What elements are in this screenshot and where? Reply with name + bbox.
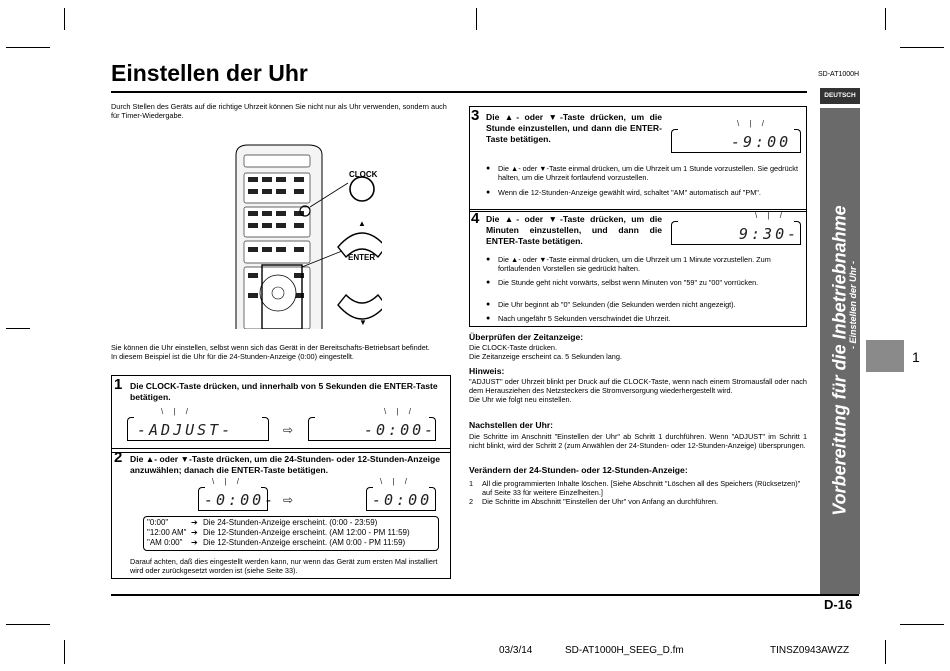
step-2-note: Darauf achten, daß dies eingestellt werden kann, nur wenn das Gerät zum ersten Mal installiert wird oder zurückgesetzt worden ist (siehe Seite 33).: [130, 557, 438, 575]
mode-option-row: "AM 0:00" ➔ Die 12-Stunden-Anzeige erscheint. (AM 0:00 - PM 11:59): [147, 538, 406, 547]
change-item: 2 Die Schritte im Abschnitt "Einstellen der Uhr" von Anfang an durchführen.: [469, 497, 718, 506]
blink-marks: \ | /: [755, 211, 786, 220]
crop-mark: [900, 47, 944, 48]
language-tab: DEUTSCH: [820, 88, 860, 104]
lcd-minute: [671, 211, 801, 245]
arrow-right-icon: ⇨: [283, 423, 294, 437]
step-1-number: 1: [114, 376, 123, 393]
check-text: Die CLOCK-Taste drücken. Die Zeitanzeige erscheint ca. 5 Sekunden lang.: [469, 343, 622, 361]
crop-mark: [6, 624, 50, 625]
header-rule: [111, 91, 807, 93]
blink-marks: \ | /: [380, 477, 411, 486]
lcd-segment-text: -0:00-: [204, 491, 277, 509]
lcd-segment-text: -0:00-: [364, 421, 437, 439]
arrow-icon: ➔: [191, 538, 198, 547]
page-number: D-16: [824, 597, 853, 612]
step-4-number: 4: [471, 210, 480, 227]
lcd-adjust: [127, 407, 269, 441]
sidebar-section-subtitle: - Einstellen der Uhr -: [848, 261, 858, 350]
check-heading: Überprüfen der Zeitanzeige:: [469, 332, 584, 342]
footer-file: SD-AT1000H_SEEG_D.fm: [565, 645, 684, 656]
readjust-text: Die Schritte im Anschnitt "Einstellen der Uhr" ab Schritt 1 durchführen. Wenn "ADJUST" im Schritt 1 nicht blinkt, wird der Schritt 2 (zum Anwählen der 24-Stunden- oder 12-Stunden-Anzeige) übersprungen.: [469, 432, 807, 450]
sidebar-section-title: Vorbereitung für die Inbetriebnahme: [829, 205, 850, 516]
hint-text: "ADJUST" oder Uhrzeit blinkt per Druck auf die CLOCK-Taste, wenn nach einem Stromausfall oder nach dem Herausziehen des Netzsteckers die Stromversorgung wiederhergestellt wird. Die Uhr wie folgt neu einstellen.: [469, 377, 807, 404]
lcd-mode-before: [198, 477, 277, 511]
arrow-right-icon: ⇨: [283, 493, 294, 507]
crop-mark: [885, 640, 886, 664]
intro-text: Durch Stellen des Geräts auf die richtige Uhrzeit können Sie nicht nur als Uhr verwenden, sondern auch für Timer-Wiedergabe.: [111, 102, 447, 120]
step-3-bullet: ● Wenn die 12-Stunden-Anzeige gewählt wird, schaltet "AM" automatisch auf "PM".: [498, 188, 802, 197]
up-arrow-icon: ▲: [358, 219, 366, 228]
footer-date: 03/3/14: [499, 645, 533, 656]
lcd-time: [308, 407, 437, 441]
footer-code: TINSZ0943AWZZ: [770, 645, 850, 656]
blink-marks: \ | /: [384, 407, 415, 416]
step-3-text: Die ▲- oder ▼-Taste drücken, um die Stunde einzustellen, und dann die ENTER-Taste betätigen.: [486, 112, 662, 144]
crop-mark: [64, 640, 65, 664]
step-4-bullet: ● Die ▲- oder ▼-Taste einmal drücken, um die Uhrzeit um 1 Minute vorzustellen. Zum fortlaufenden Vorstellen sie gedrückt halten.: [498, 255, 802, 273]
lcd-mode-after: [366, 477, 436, 511]
blink-marks: \ | /: [737, 119, 768, 128]
arrow-icon: ➔: [191, 528, 198, 537]
footer-rule: [111, 594, 859, 596]
step-3-bullet: ● Die ▲- oder ▼-Taste einmal drücken, um die Uhrzeit um 1 Stunde vorzustellen. Sie gedrückt halten, um die Uhrzeit fortlaufend vorzustellen.: [498, 164, 802, 182]
crop-mark: [476, 8, 477, 30]
lcd-segment-text: -ADJUST-: [137, 421, 234, 439]
lcd-segment-text: -9:00: [731, 133, 792, 151]
crop-mark: [64, 8, 65, 30]
clock-label: CLOCK: [349, 170, 378, 179]
model-label: SD-AT1000H: [818, 71, 860, 78]
enter-label: ENTER: [348, 253, 376, 262]
hint-heading: Hinweis:: [469, 366, 505, 376]
step-3-number: 3: [471, 107, 480, 124]
blink-marks: \ | /: [212, 477, 243, 486]
mode-option-row: "0:00" ➔ Die 24-Stunden-Anzeige erscheint. (0:00 - 23:59): [147, 518, 378, 527]
readjust-heading: Nachstellen der Uhr:: [469, 420, 554, 430]
step-4-bullet: ● Nach ungefähr 5 Sekunden verschwindet die Uhrzeit.: [498, 314, 802, 323]
step-2-text: Die ▲- oder ▼-Taste drücken, um die 24-Stunden- oder 12-Stunden-Anzeige anzuwählen; danach die ENTER-Taste betätigen.: [130, 454, 441, 475]
change-item: 1 All die programmierten Inhalte löschen. [Siehe Abschnitt "Löschen all des Speichers (Rücksetzen)" auf Seite 33 für weitere Einzelheiten.]: [469, 479, 801, 497]
lcd-segment-text: -0:00: [372, 491, 433, 509]
step-1-text: Die CLOCK-Taste drücken, und innerhalb von 5 Sekunden die ENTER-Taste betätigen.: [130, 381, 438, 402]
lcd-segment-text: 9:30-: [739, 225, 800, 243]
blink-marks: \ | /: [161, 407, 192, 416]
crop-mark: [885, 8, 886, 30]
step-2-number: 2: [114, 449, 123, 466]
mode-option-row: "12:00 AM" ➔ Die 12-Stunden-Anzeige erscheint. (AM 12:00 - PM 11:59): [147, 528, 410, 537]
step-4-bullet: ● Die Uhr beginnt ab "0" Sekunden (die Sekunden werden nicht angezeigt).: [498, 300, 802, 309]
step-4-bullet: ● Die Stunde geht nicht vorwärts, selbst wenn Minuten von "59" zu "00" vorrücken.: [498, 278, 802, 287]
chapter-tab: [866, 340, 904, 372]
change-heading: Verändern der 24-Stunden- oder 12-Stunden-Anzeige:: [469, 465, 688, 475]
arrow-icon: ➔: [191, 518, 198, 527]
lcd-hour: [671, 119, 801, 153]
standby-note: Sie können die Uhr einstellen, selbst wenn sich das Gerät in der Bereitschafts-Betriebsart befindet. In diesem Beispiel ist die Uhr für die 24-Stunden-Anzeige (0:00) eingestellt.: [111, 343, 430, 361]
crop-mark: [6, 328, 30, 329]
chapter-number: 1: [912, 349, 920, 365]
crop-mark: [900, 624, 944, 625]
step-4-text: Die ▲- oder ▼-Taste drücken, um die Minuten einzustellen, und dann die ENTER-Taste betätigen.: [486, 214, 662, 246]
crop-mark: [6, 47, 50, 48]
down-arrow-icon: ▼: [359, 318, 367, 327]
page-title: Einstellen der Uhr: [111, 60, 308, 86]
